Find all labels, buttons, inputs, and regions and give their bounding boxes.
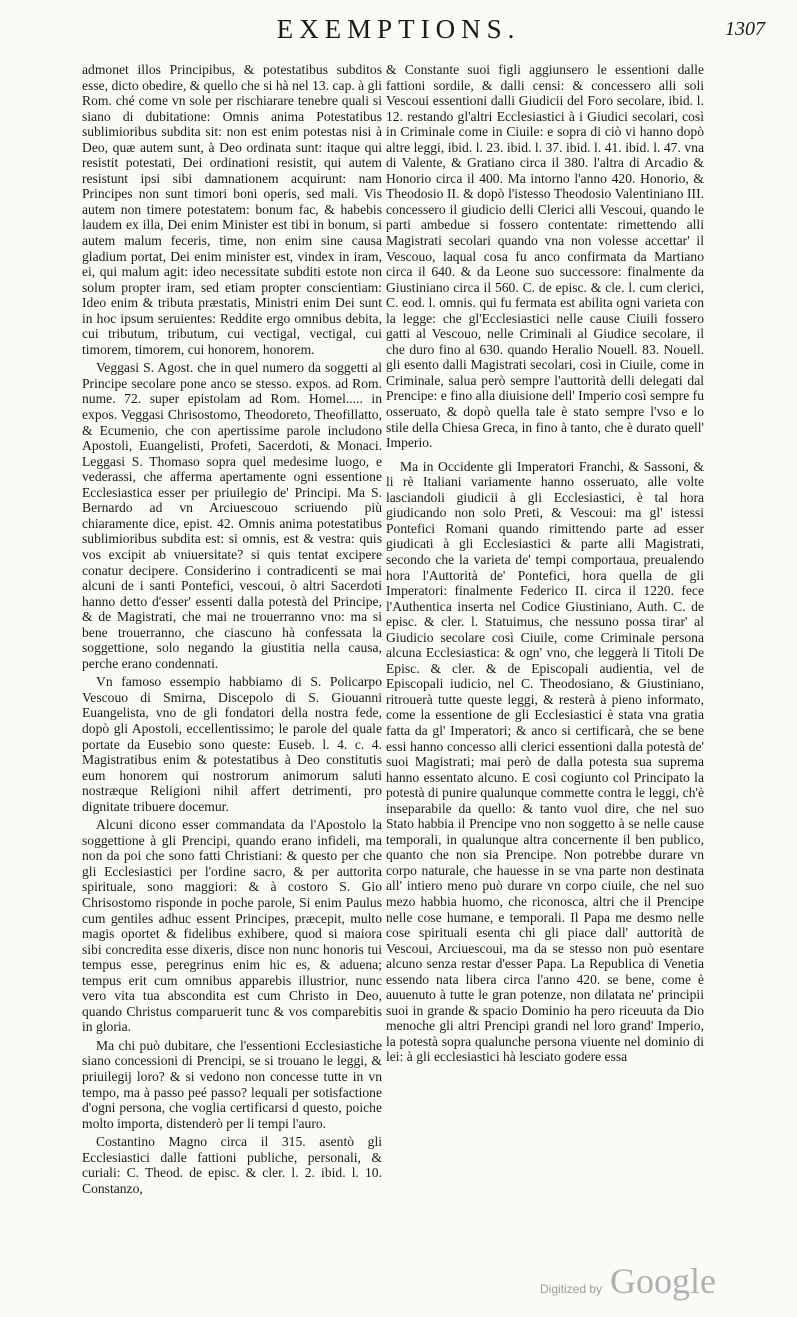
paragraph: & Constante suoi figli aggiunsero le essentioni dalle fattioni sordile, & dalli censi: & concessero alli soli Vescoui essentioni dalli Giudicii del Foro secolare, ibid. l. 12. restando gl'altri Ecclesiastici à i Giudici secolari, così in Criminale come in Ciuile: e sopra di ciò vi hanno dopò altre leggi, ibid. l. 23. ibid. l. 37. ibid. l. 41. ibid. l. 47. vna di Valente, & Gratiano circa il 380. l'altra di Arcadio & Honorio circa il 400. Ma intorno l'anno 420. Honorio, & Theodosio II. & dopò l'istesso Theodosio Valentiniano III. concessero il giudicio delli Clerici alli Vescoui, quando le parti ambedue si fossero contentate: rimettendo alli Magistrati secolari quando vna non volesse accettar' il Vescouo, laqual cosa fu anco confirmata da Martiano circa il 640. & da Leone suo successore: finalmente da Giustiniano circa il 560. C. de episc. & cle. l. cum clerici, C. eod. l. omnis. qui fu fermata est abilita ogni varieta con la legge: che gl'Ecclesiastici nelle cause Ciuili fossero gatti al Vescouo, nelle Criminali al Giudice secolare, il che duro fino al 630. quando Heralio Nouell. 83. Nouell. gli esento dalli Magistrati secolari, così in Ciuile, come in Criminale, salua però sempre l'auttorità delli delegati dal Prencipe: e fino alla diuisione dell' Imperio così sempre fu osseruato, & dopò quella tale è stato sempre l'vso e lo stile della Chiesa Greca, in fino à tanto, che è durato quell' Imperio. [386, 62, 704, 451]
page-number: 1307 [725, 18, 765, 40]
page-header [0, 6, 797, 50]
watermark-prefix: Digitized by [540, 1282, 603, 1296]
digitized-watermark [540, 1260, 760, 1300]
paragraph: Ma in Occidente gli Imperatori Franchi, & Sassoni, & li rè Italiani variamente hanno osseruato, alle volte lasciandoli giudicii à gli Ecclesiastici, è tal hora giudicando non solo Preti, & Vescoui: ma gl' istessi Pontefici Romani quando rimittendo parte ad esser giudicati à gli Ecclesiastici & parte alli Magistrati, secondo che la varieta de' tempi comportaua, preualendo hora l'Auttorità de' Pontefici, hora quella de gli Imperatori: finalmente Federico II. circa il 1220. fece l'Authentica inserta nel Codice Giustiniano, Auth. C. de episc. & cler. l. Statuimus, che nessuno possa tirar' al Giudicio secolare così Ciuile, come Criminale persona alcuna Ecclesiastica: & ogn' vno, che leggerà li Titoli De Episc. & cler. & de Episcopali audientia, vel de Episcopali iudicio, nel C. Theodosiano, & Giustiniano, ritrouerà tutte queste leggi, & resterà à pieno informato, come la essentione de gli Ecclesiastici è stata vna gratia fatta da gl' Imperatori; & anco si certificarà, che se bene essi hanno concesso alli clerici essentioni dalla potestà de' suoi Magistrati; mai però de dalla potesta sua suprema hanno essentato alcuno. E così cogiunto col Principato la potestà di punire qualunque commette contra le leggi, ch'è inseparabile da quello: & tanto vuol dire, che nel suo Stato habbia il Prencipe vno non soggetto à se nelle cause temporali, in qualunque altra concernente il ben publico, quanto che non sia Prencipe. Non potrebbe durare vn corpo naturale, che hauesse in se vna parte non destinata all' intiero meno può durare vn corpo ciuile, che nel suo mezo habbia huomo, che riconosca, altri che il Prencipe nelle cose humane, e temporali. Il Papa me desmo nelle cose spirituali esenta chi gli piace dall' auttorità de Vescoui, Arciuescoui, ma da se stesso non può esentare alcuno senza restar d'esser Papa. La Republica di Venetia essendo nata libera circa l'anno 420. se bene, come è auuenuto à tutte le gran potenze, non dilatata ne' principii suoi in grande & spacio Dominio ha pero riceuuta da Dio menoche gli altri Prencipi grandi nel loro grand' Imperio, la potestà sopra qualunche persona viuente nel dominio di lei: à gli ecclesiastici hà lesciato godere essa [386, 458, 704, 1065]
google-logo: Google [610, 1261, 716, 1301]
paragraph: admonet illos Principibus, & potestatibus subditos esse, dicto obedire, & quello che si hà nel 13. cap. à gli Rom. ché come vn sole per rischiarare tenebre quali si siano di dubitatione: Omnis anima Potestatibus sublimioribus subdita sit: non est enim potestas nisi à Deo, quæ autem sunt, à Deo ordinata sunt: itaque qui resistit potestati, Dei ordinationi resistit, qui autem resistunt ipsi sibi damnationem acquirunt: nam Principes non sunt timori boni operis, sed mali. Vis autem non timere potestatem: bonum fac, & habebis laudem ex illa, Dei enim Minister est tibi in bonum, si autem malum feceris, time, non enim sine causa gladium portat, Dei enim minister est, vindex in iram, ei, qui malum agit: ideo necessitate subditi estote non solum propter iram, sed etiam propter conscientiam: Ideo enim & tributa præstatis, Ministri enim Dei sunt in hoc ipsum seruientes: Reddite ergo omnibus debita, cui tributum, tributum, cui vectigal, vectigal, cui timorem, timorem, cui honorem, honorem. [82, 62, 382, 357]
paragraph: Costantino Magno circa il 315. asentò gli Ecclesiastici dalle fattioni publiche, personali, & curiali: C. Theod. de episc. & cler. l. 2. ibid. l. 10. Constanzo, [82, 1134, 382, 1196]
right-column [386, 62, 704, 1068]
paragraph: Vn famoso essempio habbiamo di S. Policarpo Vescouo di Smirna, Discepolo di S. Giouanni Euangelista, vno de gli fondatori della nostra fede, dopò gli Apostoli, eccellentissimo; le parole del quale portate da Eusebio sono queste: Euseb. l. 4. c. 4. Magistratibus enim & potestatibus à Deo constitutis eum honorem qui nostrorum animorum saluti nostræque Religioni nihil affert detrimenti, pro dignitate tribuere docemur. [82, 674, 382, 814]
running-title: EXEMPTIONS. [276, 14, 521, 44]
paragraph: Alcuni dicono esser commandata da l'Apostolo la soggettione à gli Prencipi, quando erano infideli, ma non da poi che sono fatti Christiani: & questo per che gli Ecclesiastici per l'ordine sacro, & per auttorita spirituale, sono maggiori: & à costoro S. Gio Chrisostomo risponde in poche parole, Si enim Paulus cum gentiles adhuc essent Principes, præcepit, multo magis oportet & fidelibus exhibere, quod si maiora sibi concredita esse dixeris, disce non nunc honoris tui tempus esse, peregrinus enim hic es, & aduena; tempus erit cum omnibus apparebis illustrior, nunc vero vita tua abscondita est cum Christo in Deo, quando Christus comparuerit tunc & vos comparebitis in gloria. [82, 817, 382, 1035]
paragraph: Veggasi S. Agost. che in quel numero da soggetti al Principe secolare pone anco se stesso. expos. ad Rom. nume. 72. super epistolam ad Rom. Homel..... in expos. Veggasi Chrisostomo, Theodoreto, Theofillatto, & Ecumenio, che con apertissime parole includono Apostoli, Euangelisti, Profeti, Sacerdoti, & Monaci. Leggasi S. Thomaso sopra quel medesime luogo, e vederassi, che afferma apertamente ogni essentione Ecclesiastica esser per priuilegio de' Principi. Ma S. Bernardo ad vn Arciuescouo scriuendo più chiaramente dice, epist. 42. Omnis anima potestatibus sublimioribus subdita est: si omnis, est & vestra: quis vos excipit ab vniuersitate? si quis tentat excipere conatur decipere. Considerino i contradicenti se mai alcuni de i santi Pontefici, vescoui, ò altri Sacerdoti hanno detto d'esser' essenti dalla potestà del Principe, & de Magistrati, che mai ne trouerranno vno: ma si bene trouerranno, che ciascuno hà confessata la soggettione, solo negando la giustitia nella causa, perche erano condennati. [82, 360, 382, 671]
left-column [82, 62, 382, 1199]
paragraph: Ma chi può dubitare, che l'essentioni Ecclesiastiche siano concessioni di Prencipi, se si trouano le leggi, & priuilegij loro? & si vedono non concesse tutte in vn tempo, ma à passo peé passo? lequali per sotisfactione d'ogni persona, che voglia certificarsi d questo, poiche molto importa, distenderò per li tempi l'auro. [82, 1037, 382, 1131]
